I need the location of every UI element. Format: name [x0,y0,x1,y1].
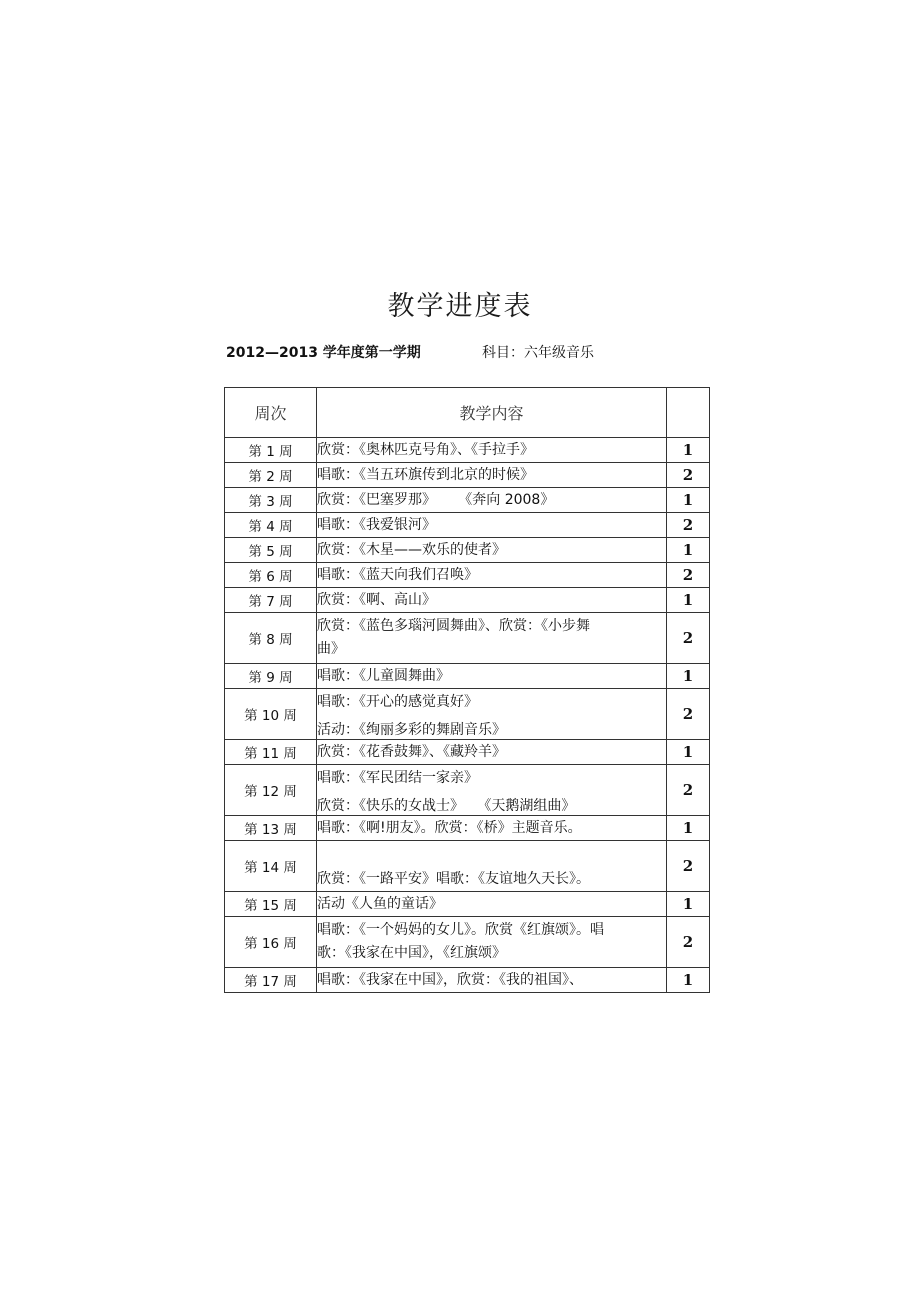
content-cell [317,740,667,765]
week-cell: 第 7 周 [225,588,317,613]
table-row [225,664,710,689]
content-line: 欣赏：《蓝色多瑙河圆舞曲》、欣赏：《小步舞 [317,618,590,634]
subject-label: 科目：六年级音乐 [482,345,594,361]
hours-cell: 2 [667,841,710,892]
hours-cell: 2 [667,613,710,664]
table-row [225,588,710,613]
content-line: 歌：《我家在中国》，《红旗颂》 [317,945,506,961]
week-cell: 第 16 周 [225,917,317,968]
content-line: 唱歌：《我家在中国》，欣赏：《我的祖国》、 [317,971,583,988]
content-line: 唱歌：《一个妈妈的女儿》。欣赏《红旗颂》。唱 [317,922,604,938]
table-row [225,463,710,488]
content-line: 欣赏：《奥林匹克号角》、《手拉手》 [317,441,534,458]
content-cell [317,588,667,613]
week-cell: 第 13 周 [225,816,317,841]
content-line: 唱歌：《军民团结一家亲》 [317,770,478,786]
table-row [225,438,710,463]
week-cell: 第 14 周 [225,841,317,892]
week-cell: 第 9 周 [225,664,317,689]
week-cell: 第 15 周 [225,892,317,917]
content-line: 唱歌：《我爱银河》 [317,516,436,533]
hours-cell: 1 [667,538,710,563]
content-line: 唱歌：《儿童圆舞曲》 [317,667,450,684]
table-row [225,513,710,538]
hours-cell: 1 [667,892,710,917]
table-row [225,563,710,588]
table-row [225,968,710,993]
content-cell [317,841,667,892]
table-row [225,841,710,892]
content-cell [317,488,667,513]
hours-cell: 2 [667,463,710,488]
content-line: 欣赏：《木星——欢乐的使者》 [317,541,506,558]
week-cell: 第 11 周 [225,740,317,765]
content-line: 欣赏：《快乐的女战士》 《天鹅湖组曲》 [317,798,576,814]
content-cell [317,968,667,993]
content-line: 欣赏：《啊、高山》 [317,591,436,608]
week-cell: 第 5 周 [225,538,317,563]
content-cell [317,463,667,488]
hours-cell: 1 [667,664,710,689]
content-line: 唱歌：《开心的感觉真好》 [317,694,478,710]
content-cell [317,513,667,538]
table-row [225,689,710,740]
table-row [225,613,710,664]
content-cell [317,538,667,563]
page-title: 教学进度表 [387,291,533,322]
hours-cell: 2 [667,513,710,538]
hours-cell: 1 [667,816,710,841]
hours-cell: 2 [667,765,710,816]
content-line: 欣赏：《一路平安》唱歌：《友谊地久天长》。 [317,871,590,887]
content-cell [317,892,667,917]
week-cell: 第 8 周 [225,613,317,664]
week-cell: 第 4 周 [225,513,317,538]
week-cell: 第 17 周 [225,968,317,993]
table-row [225,917,710,968]
content-cell [317,816,667,841]
content-line: 曲》 [317,641,345,657]
week-cell: 第 1 周 [225,438,317,463]
table-row [225,765,710,816]
content-cell [317,664,667,689]
content-cell [317,613,667,664]
header-content: 教学内容 [317,388,667,438]
table-row [225,892,710,917]
hours-cell: 1 [667,588,710,613]
week-cell: 第 3 周 [225,488,317,513]
week-cell: 第 12 周 [225,765,317,816]
hours-cell: 1 [667,740,710,765]
content-line: 欣赏：《巴塞罗那》 《奔向 2008》 [317,491,555,508]
hours-cell: 2 [667,689,710,740]
schedule-table [224,387,710,993]
table-row [225,816,710,841]
content-cell [317,917,667,968]
content-cell [317,689,667,740]
content-line: 欣赏：《花香鼓舞》、《藏羚羊》 [317,743,506,760]
week-cell: 第 6 周 [225,563,317,588]
content-line: 唱歌：《当五环旗传到北京的时候》 [317,466,534,483]
header-week: 周次 [225,388,317,438]
content-line: 唱歌：《蓝天向我们召唤》 [317,566,478,583]
content-cell [317,765,667,816]
table-header-row [225,388,710,438]
hours-cell: 1 [667,438,710,463]
term-label: 2012—2013 学年度第一学期 [226,345,421,361]
table-row [225,488,710,513]
table-row [225,740,710,765]
hours-cell: 2 [667,917,710,968]
content-line: 活动：《绚丽多彩的舞剧音乐》 [317,722,506,738]
content-line: 唱歌：《啊!朋友》。欣赏：《桥》主题音乐。 [317,819,582,836]
hours-cell: 1 [667,968,710,993]
table-row [225,538,710,563]
header-hours [667,388,710,438]
hours-cell: 2 [667,563,710,588]
week-cell: 第 2 周 [225,463,317,488]
hours-cell: 1 [667,488,710,513]
content-cell [317,438,667,463]
week-cell: 第 10 周 [225,689,317,740]
content-cell [317,563,667,588]
content-line: 活动《人鱼的童话》 [317,895,443,912]
